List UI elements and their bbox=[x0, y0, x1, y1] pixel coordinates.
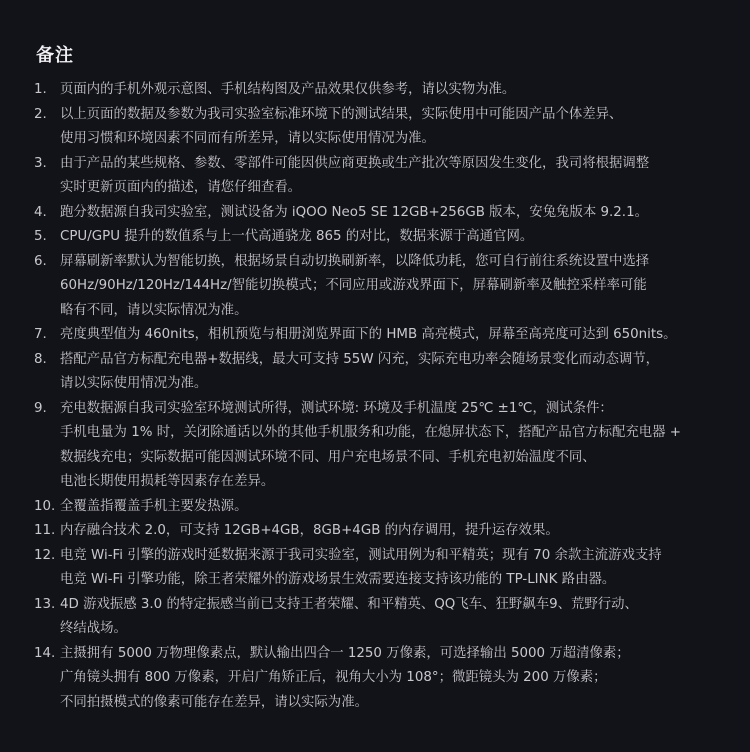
note-text bbox=[60, 250, 746, 324]
note-item bbox=[34, 201, 746, 226]
note-item bbox=[34, 593, 746, 642]
note-text bbox=[60, 519, 746, 544]
note-number: 6. bbox=[34, 253, 47, 269]
note-text bbox=[60, 593, 746, 642]
note-line: 搭配产品官方标配充电器+数据线，最大可支持 55W 闪充，实际充电功率会随场景变化而动态调节， bbox=[60, 351, 660, 367]
notes-list bbox=[34, 78, 746, 715]
note-item bbox=[34, 519, 746, 544]
note-line: 以上页面的数据及参数为我司实验室标准环境下的测试结果，实际使用中可能因产品个体差异、 bbox=[60, 106, 623, 122]
note-number: 13. bbox=[34, 596, 56, 612]
note-number: 9. bbox=[34, 400, 47, 416]
note-item bbox=[34, 323, 746, 348]
note-line: 60Hz/90Hz/120Hz/144Hz/智能切换模式；不同应用或游戏界面下，屏幕刷新率及触控采样率可能 bbox=[60, 278, 647, 293]
note-number: 3. bbox=[34, 155, 47, 171]
note-line: 不同拍摄模式的像素可能存在差异，请以实际为准。 bbox=[60, 694, 368, 710]
note-line: 广角镜头拥有 800 万像素，开启广角矫正后，视角大小为 108°；微距镜头为 200 万像素； bbox=[60, 670, 607, 685]
note-text bbox=[60, 323, 746, 348]
note-line: 电池长期使用损耗等因素存在差异。 bbox=[60, 474, 275, 489]
note-line: 电竞 Wi-Fi 引擎功能，除王者荣耀外的游戏场景生效需要连接支持该功能的 TP-LINK 路由器。 bbox=[60, 572, 616, 587]
note-text bbox=[60, 152, 746, 201]
note-item bbox=[34, 225, 746, 250]
note-line: 全覆盖指覆盖手机主要发热源。 bbox=[60, 498, 248, 514]
note-number: 10. bbox=[34, 498, 56, 514]
note-number: 2. bbox=[34, 106, 47, 122]
note-number: 8. bbox=[34, 351, 47, 367]
note-item bbox=[34, 348, 746, 397]
note-text bbox=[60, 78, 746, 103]
note-line: 由于产品的某些规格、参数、零部件可能因供应商更换或生产批次等原因发生变化，我司将根据调整 bbox=[60, 155, 650, 171]
note-item bbox=[34, 250, 746, 324]
note-line: 手机电量为 1% 时，关闭除通话以外的其他手机服务和功能，在熄屏状态下，搭配产品官方标配充电器 + bbox=[60, 425, 682, 440]
note-number: 1. bbox=[34, 82, 47, 97]
note-line: 页面内的手机外观示意图、手机结构图及产品效果仅供参考，请以实物为准。 bbox=[60, 82, 516, 97]
note-line: 主摄拥有 5000 万物理像素点，默认输出四合一 1250 万像素，可选择输出 5000 万超清像素； bbox=[60, 645, 630, 661]
note-item bbox=[34, 397, 746, 495]
note-line: 电竞 Wi-Fi 引擎的游戏时延数据来源于我司实验室，测试用例为和平精英；现有 70 余款主流游戏支持 bbox=[60, 547, 662, 563]
note-text bbox=[60, 495, 746, 520]
note-line: 4D 游戏振感 3.0 的特定振感当前已支持王者荣耀、和平精英、QQ飞车、狂野飙车9、荒野行动、 bbox=[60, 596, 638, 612]
note-item bbox=[34, 642, 746, 716]
note-line: 充电数据源自我司实验室环境测试所得，测试环境: 环境及手机温度 25℃ ±1℃，测试条件： bbox=[60, 400, 613, 416]
note-item bbox=[34, 78, 746, 103]
note-item bbox=[34, 152, 746, 201]
note-number: 12. bbox=[34, 547, 56, 563]
note-line: 略有不同，请以实际情况为准。 bbox=[60, 302, 248, 318]
note-text bbox=[60, 348, 746, 397]
note-line: 实时更新页面内的描述，请您仔细查看。 bbox=[60, 180, 302, 195]
note-number: 14. bbox=[34, 645, 56, 661]
note-line: 内存融合技术 2.0，可支持 12GB+4GB，8GB+4GB 的内存调用，提升运存效果。 bbox=[60, 523, 559, 538]
note-item bbox=[34, 103, 746, 152]
note-line: 跑分数据源自我司实验室，测试设备为 iQOO Neo5 SE 12GB+256GB 版本，安兔兔版本 9.2.1。 bbox=[60, 204, 648, 220]
note-item bbox=[34, 495, 746, 520]
note-number: 7. bbox=[34, 327, 47, 342]
note-line: 请以实际使用情况为准。 bbox=[60, 376, 208, 391]
note-text bbox=[60, 397, 746, 495]
note-line: 使用习惯和环境因素不同而有所差异，请以实际使用情况为准。 bbox=[60, 131, 435, 146]
note-line: 屏幕刷新率默认为智能切换，根据场景自动切换刷新率，以降低功耗，您可自行前往系统设置中选择 bbox=[60, 253, 650, 269]
note-line: 终结战场。 bbox=[60, 621, 127, 636]
note-item bbox=[34, 544, 746, 593]
note-number: 11. bbox=[34, 523, 56, 538]
note-text bbox=[60, 201, 746, 226]
note-text bbox=[60, 103, 746, 152]
page-title: 备注 bbox=[36, 45, 74, 66]
note-line: 亮度典型值为 460nits，相机预览与相册浏览界面下的 HMB 高亮模式，屏幕至高亮度可达到 650nits。 bbox=[60, 327, 677, 342]
note-text bbox=[60, 544, 746, 593]
note-number: 4. bbox=[34, 204, 47, 220]
note-line: 数据线充电；实际数据可能因测试环境不同、用户充电场景不同、手机充电初始温度不同、 bbox=[60, 449, 596, 465]
note-number: 5. bbox=[34, 229, 47, 244]
note-text bbox=[60, 642, 746, 716]
note-line: CPU/GPU 提升的数值系与上一代高通骁龙 865 的对比，数据来源于高通官网。 bbox=[60, 229, 534, 244]
note-text bbox=[60, 225, 746, 250]
